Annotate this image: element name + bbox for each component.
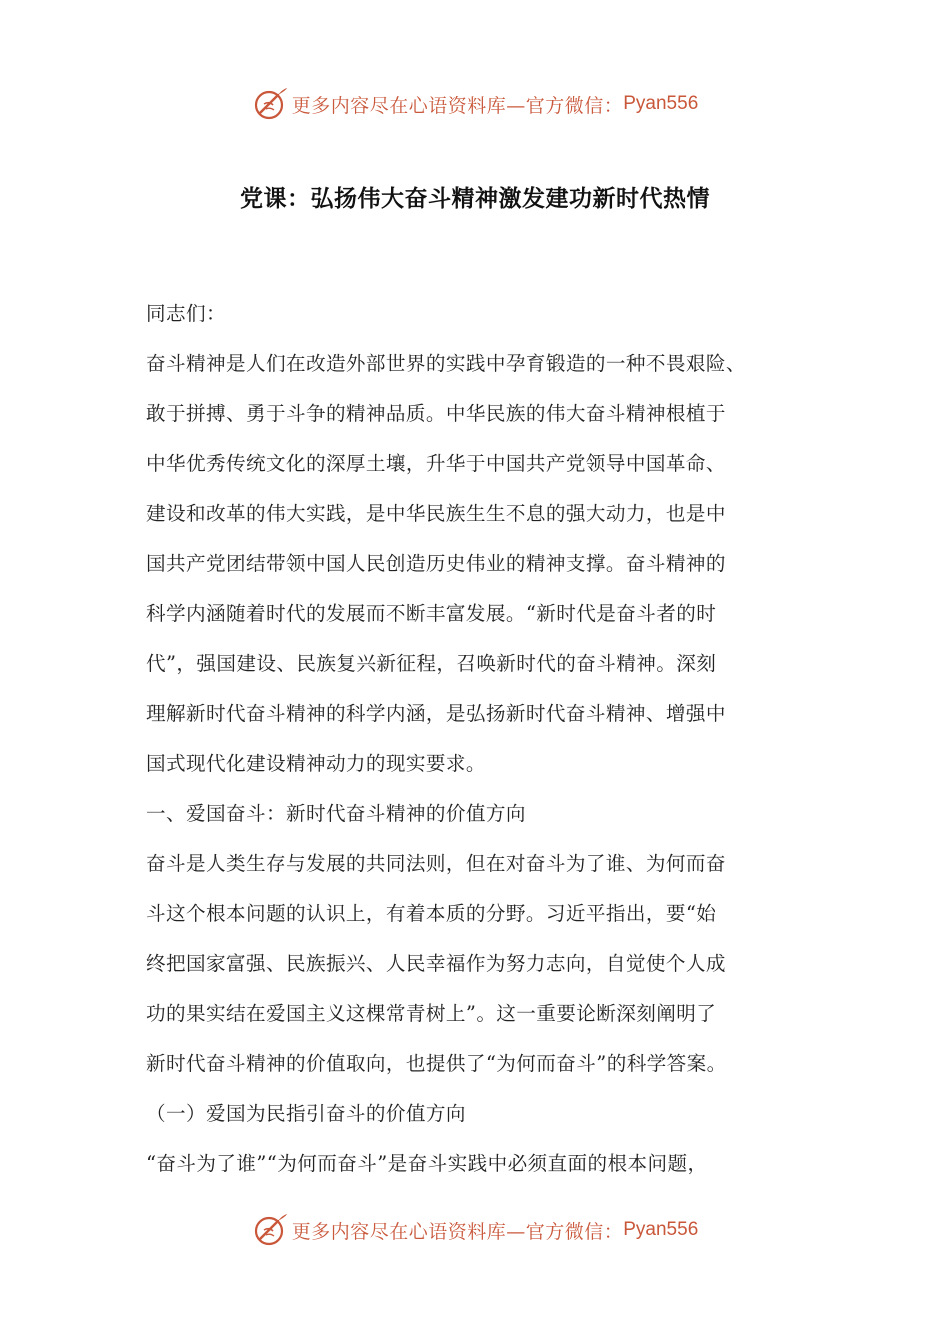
body-line: 代”，强国建设、民族复兴新征程，召唤新时代的奋斗精神。深刻 <box>146 652 717 675</box>
section-heading-1: 一、爱国奋斗：新时代奋斗精神的价值方向 <box>146 802 526 825</box>
body-line: 敢于拼搏、勇于斗争的精神品质。中华民族的伟大奋斗精神根植于 <box>146 402 726 425</box>
body-line: 中华优秀传统文化的深厚土壤，升华于中国共产党领导中国革命、 <box>146 452 726 475</box>
body-line: 新时代奋斗精神的价值取向，也提供了“为何而奋斗”的科学答案。 <box>146 1052 727 1075</box>
subsection-heading-1: （一）爱国为民指引奋斗的价值方向 <box>146 1102 466 1125</box>
wechat-id: Pyan556 <box>623 93 699 114</box>
body-line: “奋斗为了谁”“为何而奋斗”是奋斗实践中必须直面的根本问题， <box>146 1152 708 1175</box>
body-line: 理解新时代奋斗精神的科学内涵，是弘扬新时代奋斗精神、增强中 <box>146 702 726 725</box>
watermark-text: 更多内容尽在心语资料库—官方微信： <box>291 1220 624 1243</box>
watermark-text: 更多内容尽在心语资料库—官方微信： <box>291 94 624 117</box>
body-line: 国共产党团结带领中国人民创造历史伟业的精神支撑。奋斗精神的 <box>146 552 726 575</box>
body-line: 奋斗精神是人们在改造外部世界的实践中孕育锻造的一种不畏艰险、 <box>146 352 746 375</box>
footer-watermark <box>0 1210 950 1250</box>
body-line: 科学内涵随着时代的发展而不断丰富发展。“新时代是奋斗者的时 <box>146 602 717 625</box>
page-title: 党课：弘扬伟大奋斗精神激发建功新时代热情 <box>240 186 710 212</box>
body-line: 终把国家富强、民族振兴、人民幸福作为努力志向，自觉使个人成 <box>146 952 726 975</box>
body-line: 功的果实结在爱国主义这棵常青树上”。这一重要论断深刻阐明了 <box>146 1002 717 1025</box>
body-line: 国式现代化建设精神动力的现实要求。 <box>146 752 486 775</box>
body-line: 建设和改革的伟大实践，是中华民族生生不息的强大动力，也是中 <box>146 502 726 525</box>
header-watermark <box>0 84 950 124</box>
wechat-id: Pyan556 <box>623 1219 699 1240</box>
salutation: 同志们： <box>146 302 226 325</box>
quill-logo-icon <box>252 86 288 122</box>
quill-logo-icon <box>252 1212 288 1248</box>
body-line: 斗这个根本问题的认识上，有着本质的分野。习近平指出，要“始 <box>146 902 717 925</box>
document-body <box>146 294 830 1194</box>
body-line: 奋斗是人类生存与发展的共同法则，但在对奋斗为了谁、为何而奋 <box>146 852 726 875</box>
